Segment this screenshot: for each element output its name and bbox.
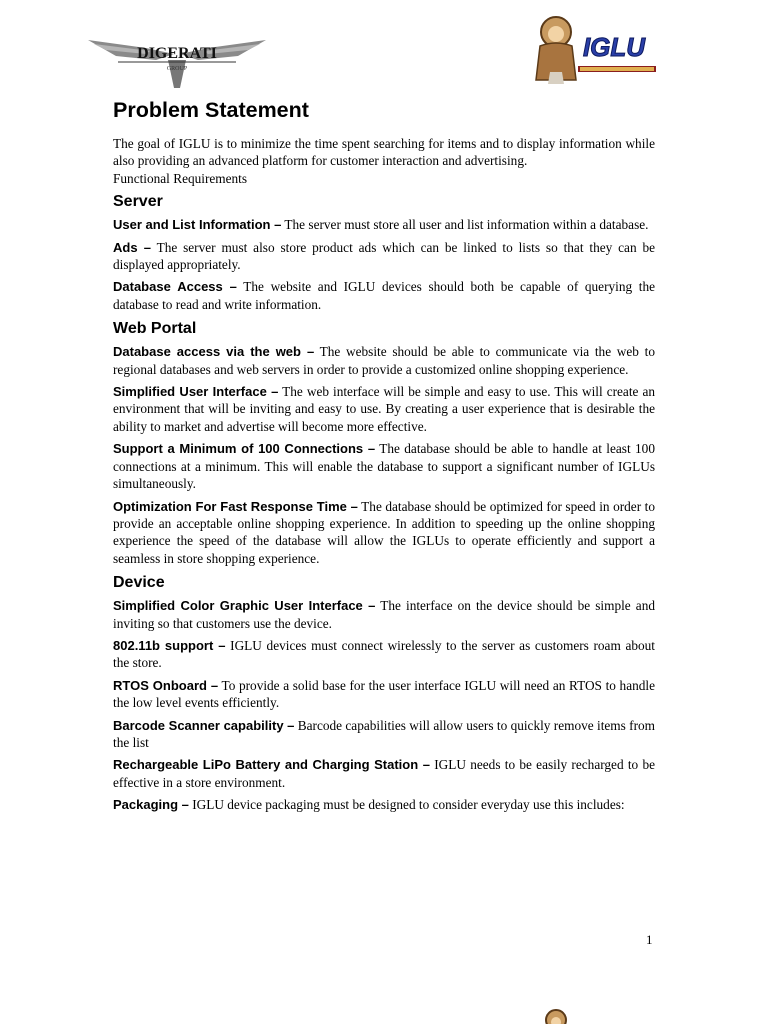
requirement-item <box>113 383 655 435</box>
requirement-item <box>113 597 655 632</box>
requirement-label: Rechargeable LiPo Battery and Charging Station – <box>113 757 430 773</box>
iglu-logo-text: IGLU <box>582 32 646 62</box>
requirement-text: The interface on the device should be simple and inviting so that customers use the device. <box>113 598 655 631</box>
requirement-item <box>113 498 655 568</box>
digerati-logo-text: DIGERATI <box>137 45 217 62</box>
requirement-text: To provide a solid base for the user interface IGLU will need an RTOS to handle the low level events efficiently. <box>113 677 655 711</box>
requirement-text: The database should be able to handle at least 100 connections at a minimum. This will enable the database to support a significant number of IGLUs simultaneously. <box>113 441 655 492</box>
requirement-item <box>113 677 655 712</box>
requirement-label: User and List Information – <box>113 217 282 233</box>
requirement-item <box>113 278 655 313</box>
requirement-text: The website should be able to communicate via the web to regional databases and web servers in order to provide a customized online shopping experience. <box>113 344 655 377</box>
requirement-text: Barcode capabilities will allow users to quickly remove items from the list <box>113 717 656 750</box>
intro-paragraph: The goal of IGLU is to minimize the time spent searching for items and to display information while also providing an advanced platform for customer interaction and advertising. <box>113 136 655 169</box>
requirement-label: Simplified Color Graphic User Interface – <box>113 598 376 614</box>
requirement-label: Database access via the web – <box>113 344 315 360</box>
page-title: Problem Statement <box>113 98 309 122</box>
requirement-text: IGLU device packaging must be designed to consider everyday use this includes: <box>188 797 625 813</box>
requirement-text: The web interface will be simple and easy to use. This will create an environment that will be inviting and easy to use. By creating a user experience that is desirable the ability to market and advertise will become more effective. <box>113 384 656 434</box>
requirement-label: Barcode Scanner capability – <box>113 717 295 733</box>
requirement-item <box>113 796 655 813</box>
functional-requirements-label: Functional Requirements <box>113 170 248 186</box>
requirement-item <box>113 239 655 274</box>
document-content <box>113 96 655 819</box>
requirement-text: IGLU needs to be easily recharged to be effective in a store environment. <box>113 757 656 790</box>
requirement-item <box>113 216 655 233</box>
requirement-item <box>113 343 655 378</box>
requirement-label: 802.11b support – <box>113 637 226 653</box>
iglu-logo <box>528 12 658 88</box>
section-heading-server: Server <box>113 193 163 211</box>
svg-text:GROUP: GROUP <box>166 66 188 72</box>
requirement-label: Simplified User Interface – <box>113 384 279 400</box>
requirement-label: RTOS Onboard – <box>113 677 219 693</box>
requirement-label: Support a Minimum of 100 Connections – <box>113 441 376 457</box>
requirement-item <box>113 756 655 791</box>
requirement-item <box>113 717 655 752</box>
requirement-label: Database Access – <box>113 279 237 295</box>
requirement-text: The server must store all user and list information within a database. <box>281 217 649 233</box>
section-heading-device: Device <box>113 574 165 592</box>
section-heading-web-portal: Web Portal <box>113 320 197 338</box>
requirement-text: The website and IGLU devices should both be capable of querying the database to read and write information. <box>113 279 655 312</box>
requirement-label: Packaging – <box>113 797 189 813</box>
requirement-item <box>113 637 655 672</box>
page-number: 1 <box>646 932 653 947</box>
requirement-text: IGLU devices must connect wirelessly to the server as customers roam about the store. <box>113 637 655 671</box>
requirement-text: The database should be optimized for speed in order to provide an acceptable online shopping experience. In addition to speeding up the online shopping experience the speed of the database will allow the IGLUs to operate efficiently and support a seamless in store shopping experience. <box>113 498 655 566</box>
next-page-iglu-logo <box>530 1004 582 1024</box>
requirement-label: Ads – <box>113 239 151 255</box>
requirement-label: Optimization For Fast Response Time – <box>113 498 358 514</box>
requirement-text: The server must also store product ads which can be linked to lists so that they can be displayed appropriately. <box>113 239 656 273</box>
digerati-logo <box>86 34 268 90</box>
requirement-item <box>113 440 655 492</box>
